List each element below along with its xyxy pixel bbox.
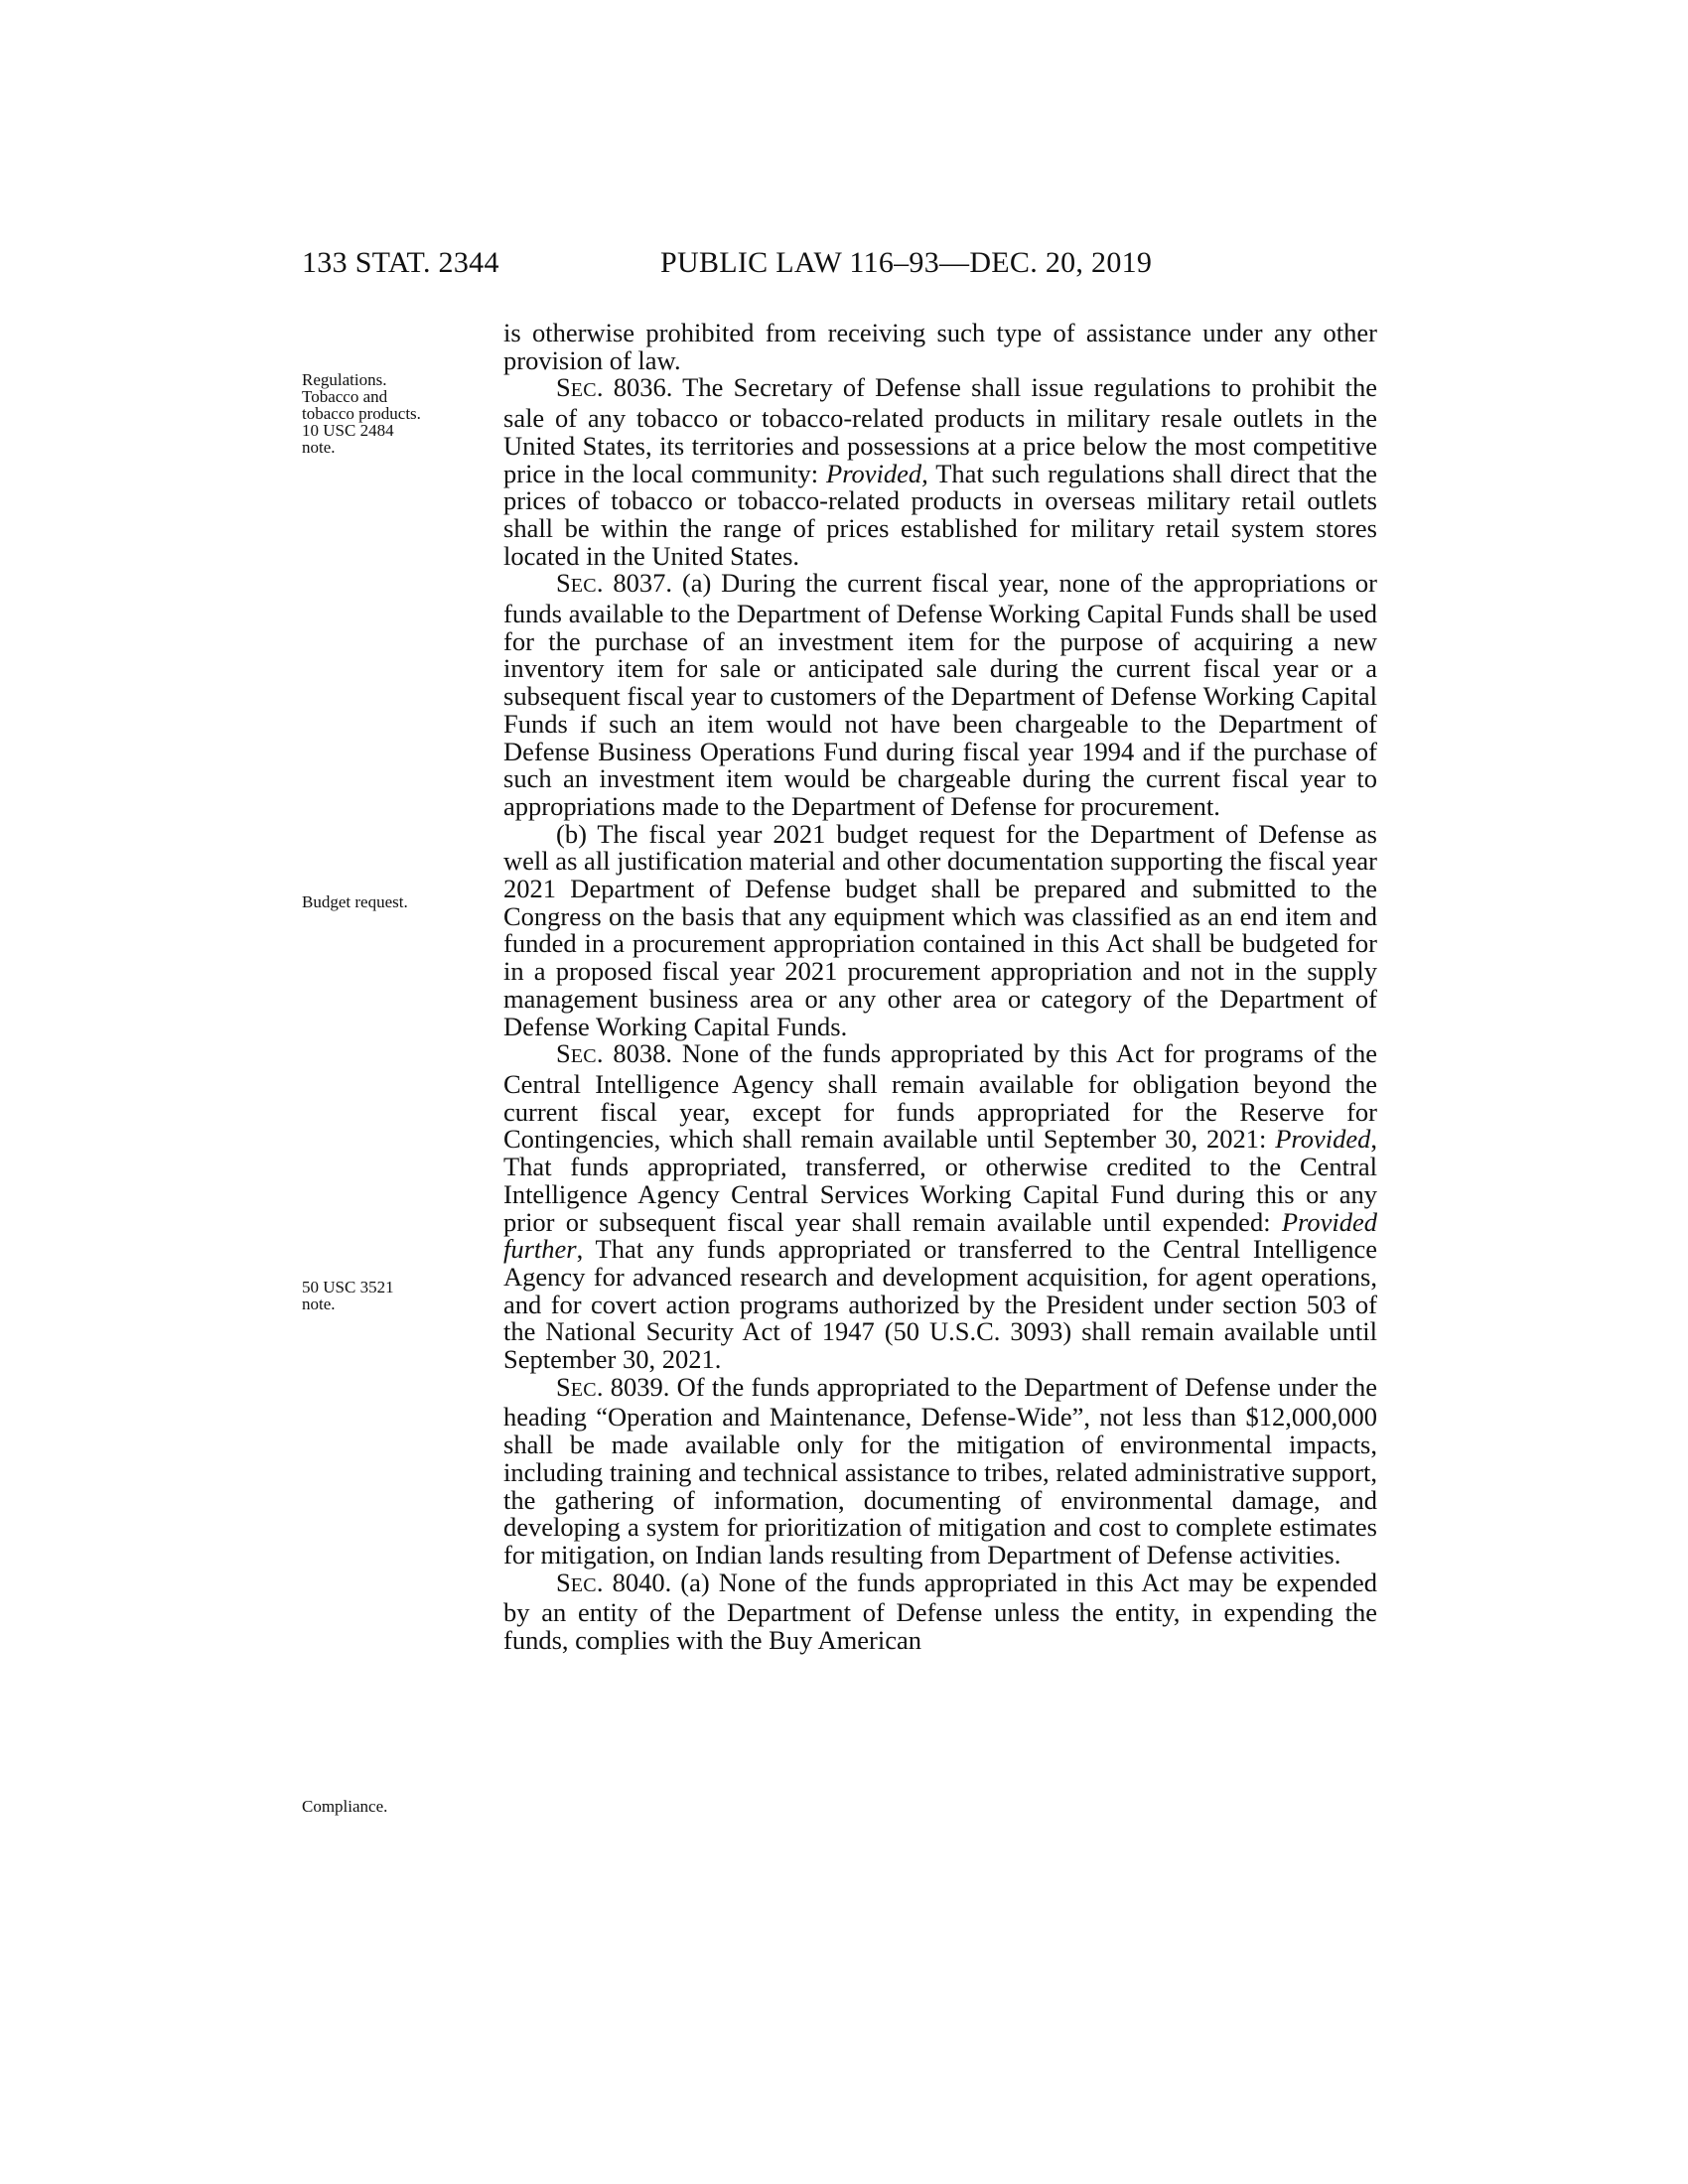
- sec-smallcaps: EC: [570, 1573, 597, 1596]
- statute-citation: 133 STAT. 2344: [302, 246, 499, 279]
- sec-text: . 8038. None of the funds appropriated by this Act for programs of the Central Intelligence Agency shall remain available for obligation beyond the current fiscal year, except for funds appropriated for the Reserve for Contingencies, which shall remain available until September 30, 2021:: [503, 1038, 1377, 1155]
- section-8040: [503, 1567, 1377, 1656]
- section-8038: [503, 1040, 1377, 1373]
- sec-text: . 8039. Of the funds appropriated to the Department of Defense under the heading “Operation and Maintenance, Defense-Wide”, not less than $12,000,000 shall be made available only for the mitigation of environmental impacts, including training and technical assistance to tribes, related administrative support, the gathering of information, documenting of environmental damage, and developing a system for prioritization of mitigation and cost to complete estimates for mitigation, on Indian lands resulting from Department of Defense activities.: [503, 1371, 1377, 1570]
- margin-note-line: tobacco products.: [302, 404, 421, 423]
- sec-initial: S: [556, 1038, 571, 1069]
- paragraph-continuation: is otherwise prohibited from receiving such type of assistance under any other provision of law.: [503, 318, 1377, 375]
- margin-note-line: 50 USC 3521: [302, 1278, 394, 1297]
- sec-smallcaps: EC: [570, 575, 597, 598]
- section-8037-a: [503, 570, 1377, 820]
- sec-smallcaps: EC: [570, 1045, 597, 1068]
- sec-initial: S: [556, 1567, 571, 1597]
- sec-text: . 8037. (a) During the current fiscal year, none of the appropriations or funds available to the Department of Defense Working Capital Funds shall be used for the purchase of an investment item for the purpose of acquiring a new inventory item for sale or anticipated sale during the current fiscal year or a subsequent fiscal year to customers of the Department of Defense Working Capital Funds if such an item would not have been chargeable to the Department of Defense Business Operations Fund during fiscal year 1994 and if the purchase of such an investment item would be chargeable during the current fiscal year to appropriations made to the Department of Defense for procurement.: [503, 568, 1377, 821]
- section-8037-b: (b) The fiscal year 2021 budget request for the Department of Defense as well as all justification material and other documentation supporting the fiscal year 2021 Department of Defense budget shall be prepared and submitted to the Congress on the basis that any equipment which was classified as an end item and funded in a procurement appropriation contained in this Act shall be budgeted for in a proposed fiscal year 2021 procurement appropriation and not in the supply management business area or any other area or category of the Department of Defense Working Capital Funds.: [503, 818, 1377, 1041]
- sec-text: , That funds appropriated, transferred, or otherwise credited to the Central Intelligence Agency Central Services Working Capital Fund during this or any prior or subsequent fiscal year shall remain available until expended:: [503, 1124, 1377, 1237]
- provided-italic: Provided: [1275, 1124, 1371, 1155]
- margin-note-compliance: [302, 1798, 481, 1815]
- sec-initial: S: [556, 568, 571, 599]
- sec-smallcaps: EC: [570, 379, 597, 402]
- provided-italic: Provided,: [826, 458, 928, 488]
- page-header: [0, 246, 1688, 286]
- sec-text: . 8036. The Secretary of Defense shall issue regulations to prohibit the sale of any tobacco or tobacco-related products in military resale outlets in the United States, its territories and possessions at a price below the most competitive price in the local community:: [503, 372, 1377, 488]
- statute-body: [503, 320, 1377, 1655]
- provided-further-italic: Provided further: [503, 1206, 1377, 1265]
- margin-note-line: note.: [302, 1295, 336, 1313]
- sec-text: . 8040. (a) None of the funds appropriated in this Act may be expended by an entity of the Department of Defense unless the entity, in expending the funds, complies with the Buy American: [503, 1567, 1377, 1656]
- margin-note-line: note.: [302, 438, 336, 457]
- sec-smallcaps: EC: [570, 1378, 597, 1401]
- margin-note-line: 10 USC 2484: [302, 421, 394, 440]
- margin-note-regulations: [302, 371, 481, 456]
- section-8036: [503, 374, 1377, 570]
- margin-note-line: Compliance.: [302, 1797, 388, 1816]
- margin-note-50-usc: [302, 1279, 481, 1312]
- sec-initial: S: [556, 372, 571, 403]
- public-law-title: PUBLIC LAW 116–93—DEC. 20, 2019: [660, 246, 1153, 279]
- margin-note-line: Regulations.: [302, 370, 387, 389]
- section-8039: [503, 1371, 1377, 1570]
- sec-initial: S: [556, 1371, 571, 1402]
- margin-note-budget-request: [302, 893, 481, 910]
- sec-text: That such regulations shall direct that the prices of tobacco or tobacco-related products in overseas military retail outlets shall be within the range of prices established for military retail system stores located in the United States.: [503, 458, 1377, 571]
- sec-text: , That any funds appropriated or transferred to the Central Intelligence Agency for advanced research and development acquisition, for agent operations, and for covert action programs authorized by the President under section 503 of the National Security Act of 1947 (50 U.S.C. 3093) shall remain available until September 30, 2021.: [503, 1234, 1377, 1375]
- margin-note-line: Tobacco and: [302, 387, 388, 406]
- margin-note-line: Budget request.: [302, 892, 408, 911]
